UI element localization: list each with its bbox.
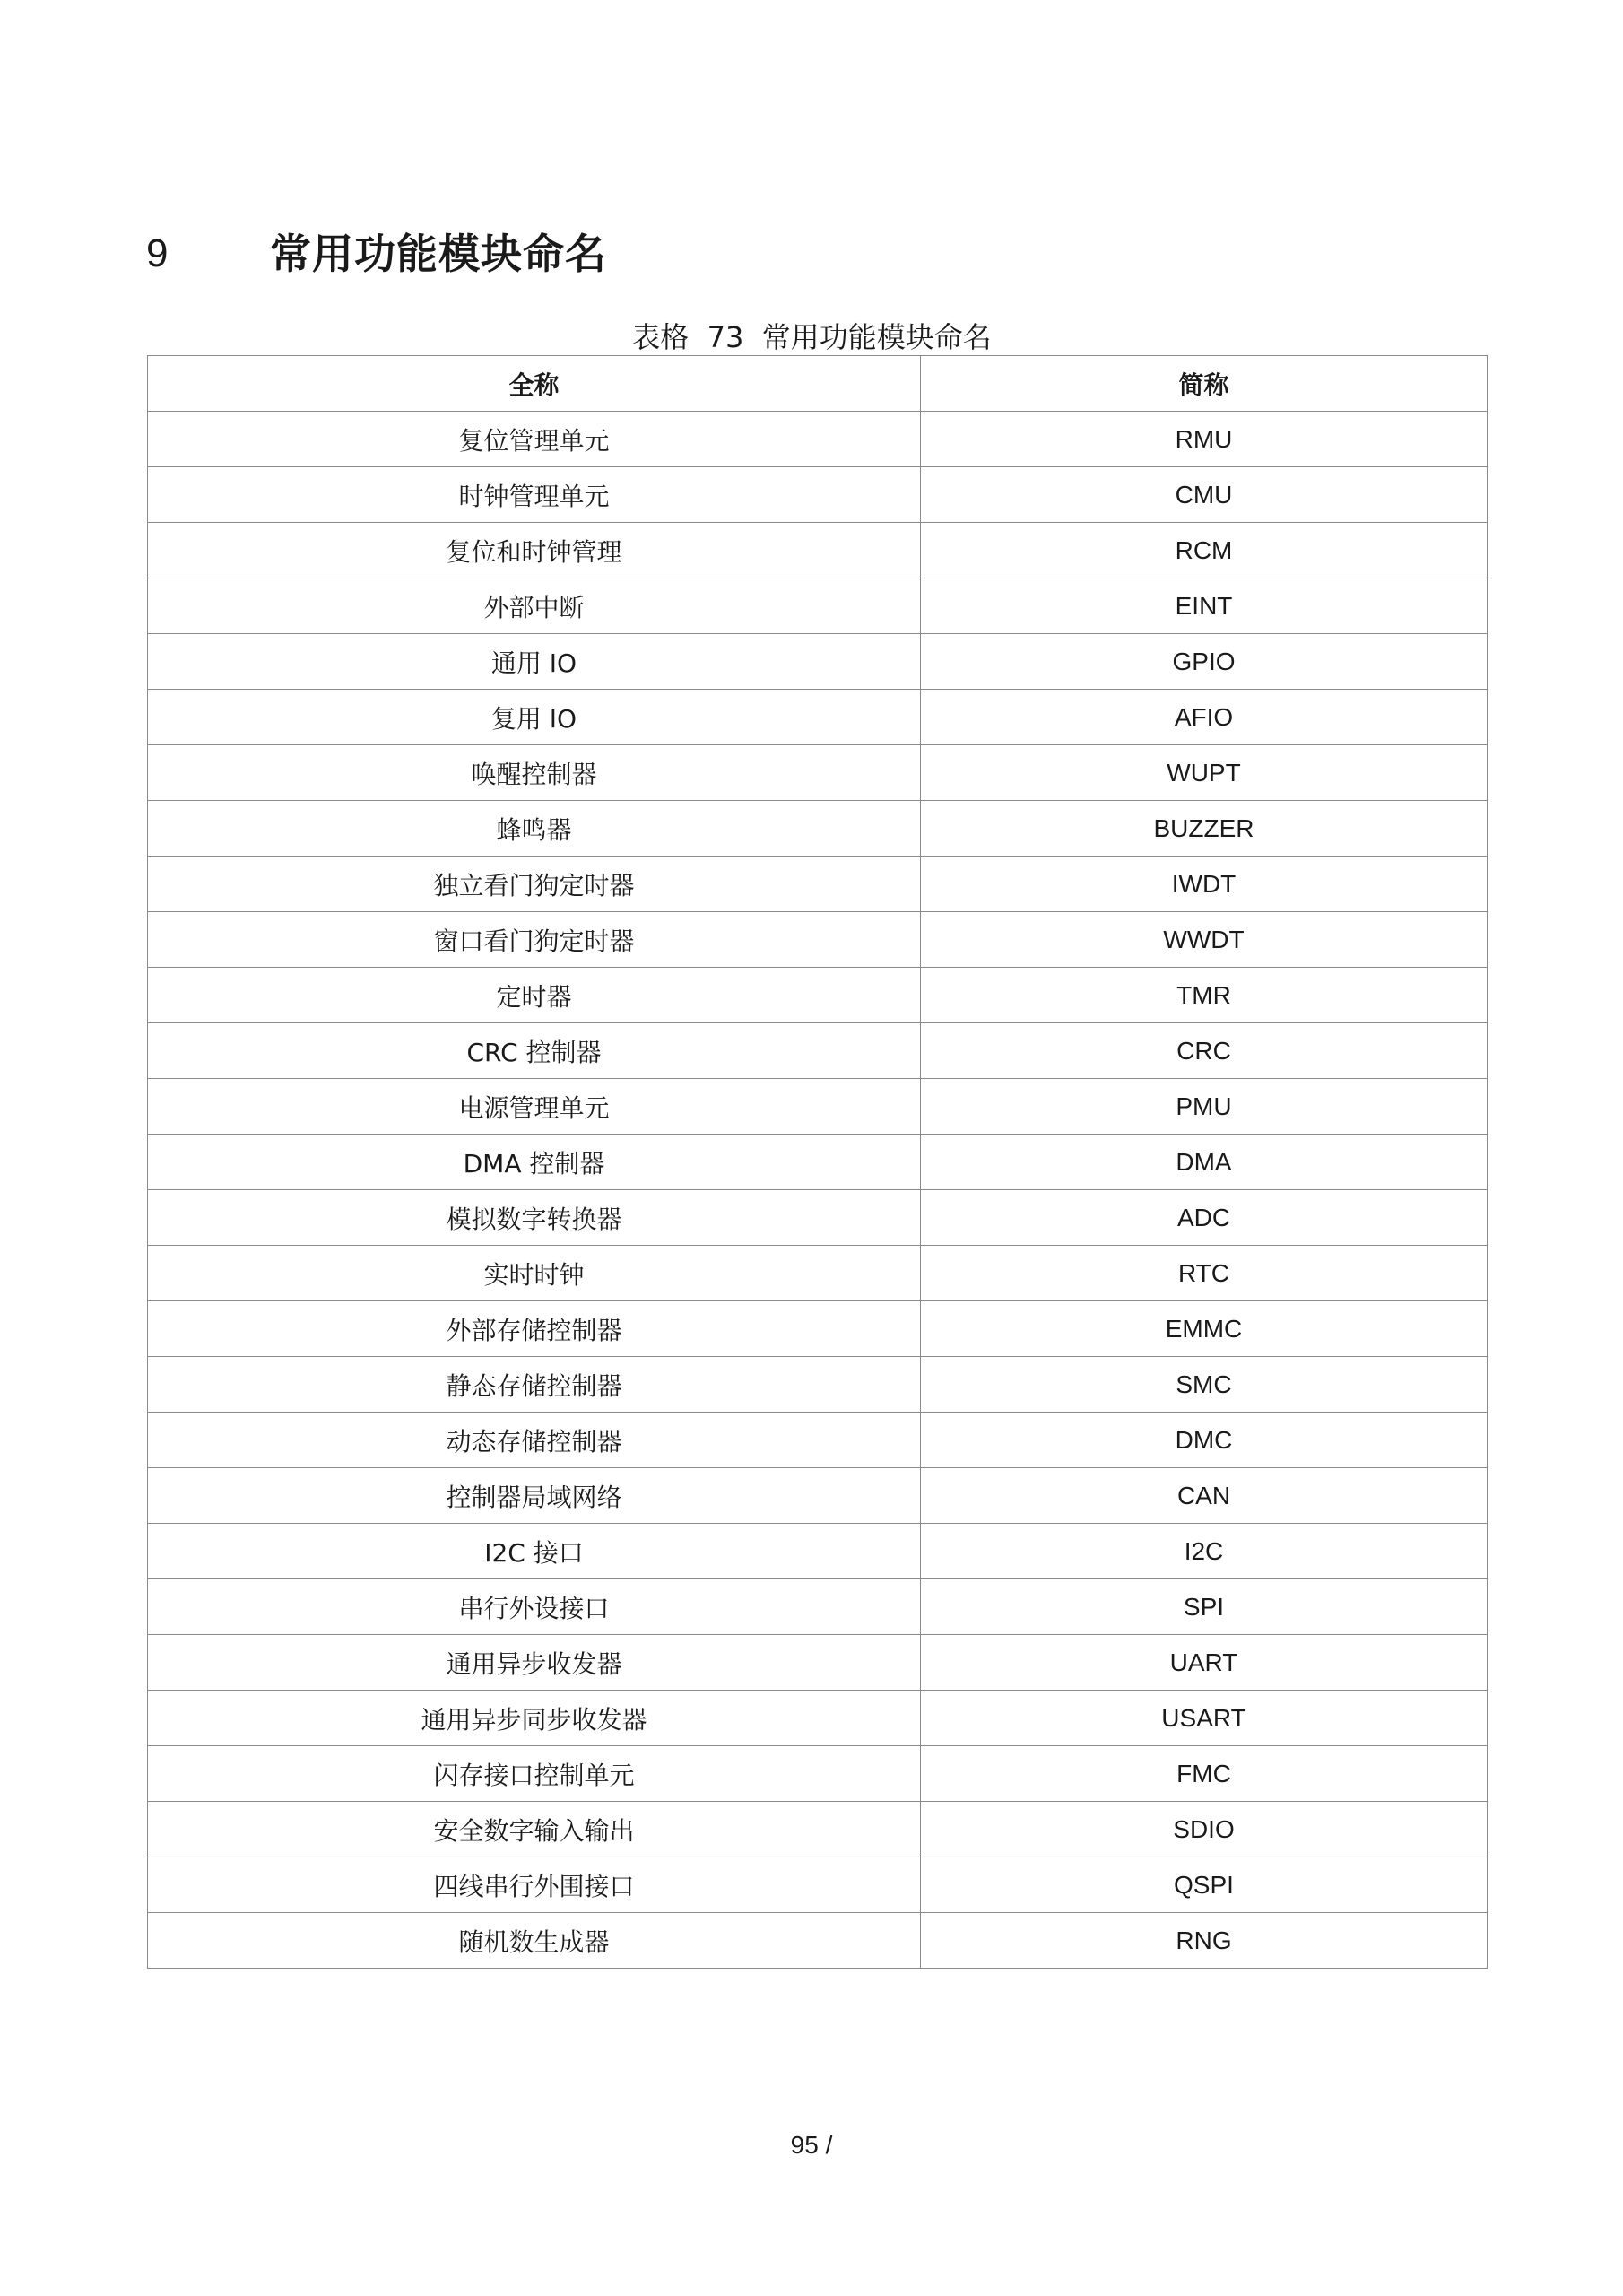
table-row	[148, 745, 1488, 801]
section-number: 9	[146, 231, 169, 275]
table-row	[148, 857, 1488, 912]
table-row	[148, 1190, 1488, 1246]
abbreviation-cell: RCM	[921, 523, 1488, 578]
abbreviation-cell: FMC	[921, 1746, 1488, 1802]
abbreviation-cell: SDIO	[921, 1802, 1488, 1857]
table-row	[148, 1913, 1488, 1969]
table-row	[148, 634, 1488, 690]
table-row	[148, 523, 1488, 578]
full-name-cell: DMA 控制器	[148, 1135, 921, 1190]
full-name-cell: 通用异步收发器	[148, 1635, 921, 1691]
abbreviation-cell: AFIO	[921, 690, 1488, 745]
section-heading	[146, 222, 607, 285]
full-name-cell: 电源管理单元	[148, 1079, 921, 1135]
full-name-cell: 串行外设接口	[148, 1579, 921, 1635]
full-name-cell: 通用 IO	[148, 634, 921, 690]
table-row	[148, 1079, 1488, 1135]
full-name-cell: 模拟数字转换器	[148, 1190, 921, 1246]
table-row	[148, 690, 1488, 745]
full-name-cell: 独立看门狗定时器	[148, 857, 921, 912]
full-name-cell: 复位和时钟管理	[148, 523, 921, 578]
table-row	[148, 1857, 1488, 1913]
full-name-cell: 动态存储控制器	[148, 1413, 921, 1468]
table-row	[148, 467, 1488, 523]
abbreviation-cell: IWDT	[921, 857, 1488, 912]
table-row	[148, 1802, 1488, 1857]
table-row	[148, 1468, 1488, 1524]
header-full-name: 全称	[148, 356, 921, 412]
full-name-cell: 唤醒控制器	[148, 745, 921, 801]
abbreviation-cell: WUPT	[921, 745, 1488, 801]
abbreviation-cell: ADC	[921, 1190, 1488, 1246]
full-name-cell: 闪存接口控制单元	[148, 1746, 921, 1802]
section-title: 常用功能模块命名	[270, 230, 607, 278]
table-row	[148, 968, 1488, 1023]
full-name-cell: CRC 控制器	[148, 1023, 921, 1079]
table-row	[148, 1357, 1488, 1413]
abbreviation-cell: TMR	[921, 968, 1488, 1023]
table-caption: 表格 73 常用功能模块命名	[631, 320, 992, 354]
table-row	[148, 1691, 1488, 1746]
abbreviation-cell: CRC	[921, 1023, 1488, 1079]
abbreviation-cell: RNG	[921, 1913, 1488, 1969]
full-name-cell: 通用异步同步收发器	[148, 1691, 921, 1746]
table-body	[148, 412, 1488, 1969]
table-row	[148, 801, 1488, 857]
table-row	[148, 1579, 1488, 1635]
table-row	[148, 1524, 1488, 1579]
abbreviation-cell: UART	[921, 1635, 1488, 1691]
abbreviation-cell: EMMC	[921, 1301, 1488, 1357]
table-row	[148, 1023, 1488, 1079]
table-header-row	[148, 356, 1488, 412]
full-name-cell: 蜂鸣器	[148, 801, 921, 857]
abbreviation-cell: CAN	[921, 1468, 1488, 1524]
abbreviation-cell: DMC	[921, 1413, 1488, 1468]
table-row	[148, 412, 1488, 467]
full-name-cell: 外部中断	[148, 578, 921, 634]
abbreviation-cell: USART	[921, 1691, 1488, 1746]
full-name-cell: 复位管理单元	[148, 412, 921, 467]
full-name-cell: I2C 接口	[148, 1524, 921, 1579]
abbreviation-cell: I2C	[921, 1524, 1488, 1579]
full-name-cell: 定时器	[148, 968, 921, 1023]
table-row	[148, 1301, 1488, 1357]
full-name-cell: 复用 IO	[148, 690, 921, 745]
table-row	[148, 1135, 1488, 1190]
table-row	[148, 912, 1488, 968]
abbreviation-cell: CMU	[921, 467, 1488, 523]
table-row	[148, 578, 1488, 634]
abbreviation-cell: WWDT	[921, 912, 1488, 968]
abbreviation-cell: EINT	[921, 578, 1488, 634]
abbreviation-cell: DMA	[921, 1135, 1488, 1190]
abbreviation-cell: BUZZER	[921, 801, 1488, 857]
table-row	[148, 1413, 1488, 1468]
full-name-cell: 随机数生成器	[148, 1913, 921, 1969]
page-number: 95 /	[790, 2131, 833, 2159]
full-name-cell: 外部存储控制器	[148, 1301, 921, 1357]
abbreviation-cell: SPI	[921, 1579, 1488, 1635]
module-naming-table	[147, 355, 1488, 1969]
table-row	[148, 1246, 1488, 1301]
abbreviation-cell: RMU	[921, 412, 1488, 467]
full-name-cell: 实时时钟	[148, 1246, 921, 1301]
full-name-cell: 控制器局域网络	[148, 1468, 921, 1524]
full-name-cell: 四线串行外围接口	[148, 1857, 921, 1913]
abbreviation-cell: GPIO	[921, 634, 1488, 690]
abbreviation-cell: PMU	[921, 1079, 1488, 1135]
full-name-cell: 安全数字输入输出	[148, 1802, 921, 1857]
table-row	[148, 1746, 1488, 1802]
full-name-cell: 时钟管理单元	[148, 467, 921, 523]
abbreviation-cell: SMC	[921, 1357, 1488, 1413]
full-name-cell: 静态存储控制器	[148, 1357, 921, 1413]
header-abbreviation: 简称	[921, 356, 1488, 412]
abbreviation-cell: RTC	[921, 1246, 1488, 1301]
full-name-cell: 窗口看门狗定时器	[148, 912, 921, 968]
table-row	[148, 1635, 1488, 1691]
abbreviation-cell: QSPI	[921, 1857, 1488, 1913]
